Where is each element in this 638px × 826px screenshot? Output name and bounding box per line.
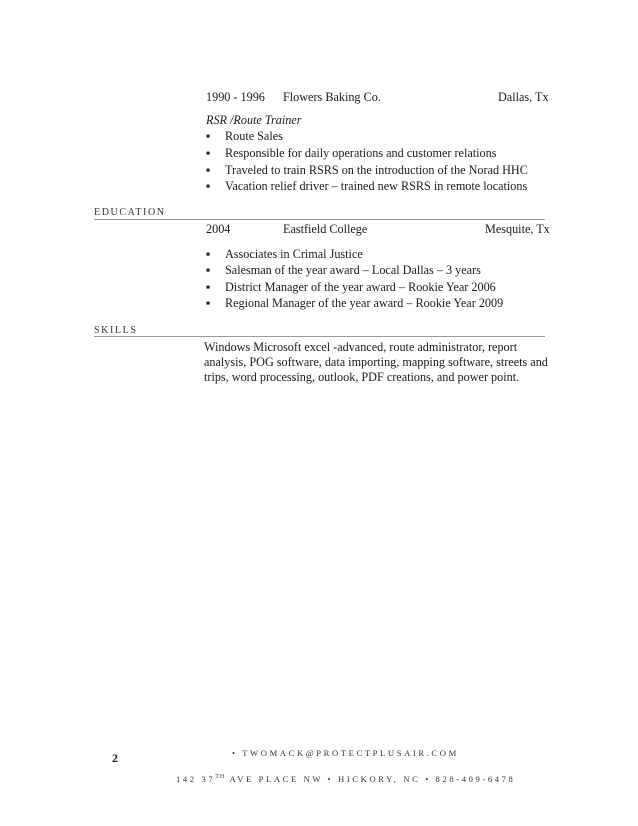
list-item: ▪ Route Sales (206, 129, 283, 143)
experience-role: RSR /Route Trainer (206, 113, 302, 127)
experience-company: Flowers Baking Co. (283, 90, 381, 104)
skills-paragraph: Windows Microsoft excel -advanced, route administrator, report analysis, POG software, data importing, mapping software, streets and trips, word processing, outlook, PDF creations, and power point. (204, 340, 548, 384)
bullet-icon: ▪ (206, 263, 211, 277)
bullet-icon: ▪ (206, 247, 211, 261)
section-heading-skills: SKILLS (94, 325, 138, 336)
bullet-icon: ▪ (206, 179, 211, 193)
list-item: ▪ Vacation relief driver – trained new RSRS in remote locations (206, 179, 528, 193)
section-divider (94, 219, 545, 220)
bullet-icon: ▪ (206, 146, 211, 160)
bullet-icon: ▪ (206, 129, 211, 143)
experience-years: 1990 - 1996 (206, 90, 265, 104)
list-item: ▪ District Manager of the year award – Rookie Year 2006 (206, 280, 496, 294)
list-item: ▪ Salesman of the year award – Local Dallas – 3 years (206, 263, 481, 277)
list-item: ▪ Responsible for daily operations and customer relations (206, 146, 497, 160)
education-location: Mesquite, Tx (485, 222, 550, 236)
list-item: ▪ Regional Manager of the year award – Rookie Year 2009 (206, 296, 504, 310)
bullet-icon: ▪ (206, 280, 211, 294)
page-number: 2 (112, 751, 118, 765)
section-heading-education: EDUCATION (94, 207, 166, 218)
section-divider (94, 336, 545, 337)
education-school: Eastfield College (283, 222, 368, 236)
bullet-icon: ▪ (206, 296, 211, 310)
experience-location: Dallas, Tx (498, 90, 549, 104)
list-item: ▪ Traveled to train RSRS on the introduction of the Norad HHC (206, 163, 528, 177)
education-year: 2004 (206, 222, 231, 236)
bullet-icon: ▪ (206, 163, 211, 177)
list-item: ▪ Associates in Crimal Justice (206, 247, 363, 261)
footer-email: • TWOMACK@PROTECTPLUSAIR.COM (232, 748, 459, 758)
footer-address: 142 37TH AVE PLACE NW • HICKORY, NC • 828-409-6478 (176, 774, 516, 784)
